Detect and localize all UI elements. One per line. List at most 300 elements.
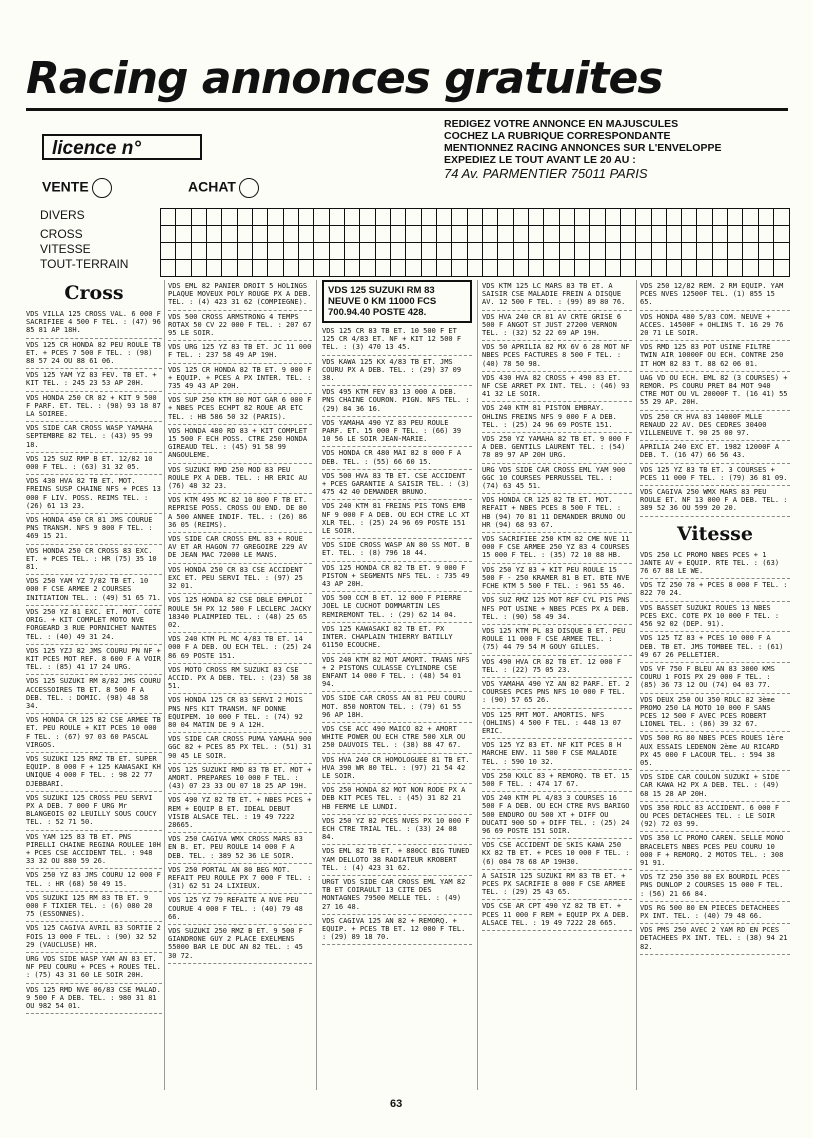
letter-cell[interactable] [482, 226, 497, 243]
letter-cell[interactable] [421, 226, 436, 243]
letter-cell[interactable] [544, 260, 559, 277]
letter-cell[interactable] [620, 226, 635, 243]
classified-ad: VDS KTM 495 MC 82 10 800 F TB ET. REPRISE POSS. CROSS OU END. DE 80 A 500 ANNEE INDIF. TEL. : (26) 86 36 05 (REIMS). [168, 494, 312, 533]
classified-ad: VDS KAWA 125 KX 4/83 TB ET. JMS COURU PX A DEB. TEL. : (29) 37 09 38. [322, 356, 472, 387]
column-divider [164, 280, 165, 1090]
letter-cell[interactable] [237, 243, 252, 260]
classified-ad: URGT VDS SIDE CAR CROSS EML YAM 82 TB ET COIRAULT 13 CITE DES MONTAGNES 79500 MELLE TEL. : (49) 27 16 48. [322, 876, 472, 915]
ad-list [640, 549, 790, 955]
letter-cell[interactable] [666, 226, 681, 243]
letter-cell[interactable] [161, 260, 176, 277]
letter-cell[interactable] [605, 243, 620, 260]
letter-cell[interactable] [682, 226, 697, 243]
classified-ad: VDS CSE AR CPT 490 YZ 82 TB ET. + PCES 11 000 F REM + EQUIP PX A DEB. ALSACE TEL. : 19 49 7222 28 665. [482, 900, 632, 931]
letter-cell[interactable] [436, 243, 451, 260]
letter-cell[interactable] [406, 243, 421, 260]
classified-ad: VDS URG 125 YZ 83 TB ET. JC 11 000 F TEL. : 237 58 49 AP 19H. [168, 341, 312, 363]
letter-cell[interactable] [298, 226, 313, 243]
classified-ad: VDS 240 KTM 81 FREINS PIS TONS EMB NF 9 000 F A DEB. OU ECH CTRE LC XT XLR TEL. : (25) 24 96 69 POSTE 151 LE SOIR. [322, 500, 472, 539]
classified-ad: VDS 430 HVA 82 CROSS + 490 83 ET. NF CSE ARRET PX INT. TEL. : (46) 93 41 32 LE SOIR. [482, 372, 632, 403]
letter-cell[interactable] [544, 209, 559, 226]
letter-cell[interactable] [421, 243, 436, 260]
letter-cell[interactable] [559, 260, 574, 277]
letter-cell[interactable] [176, 226, 191, 243]
classified-ad: VDS HVA 240 CR HOMOLOGUEE 81 TB ET. HVA 390 WR 80 TEL. : (97) 21 54 42 LE SOIR. [322, 754, 472, 785]
title-rule [26, 108, 788, 111]
classified-ad: VDS SIDE CAR COULON SUZUKI + SIDE CAR KAWA H2 PX A DEB. TEL. : (49) 68 15 28 AP 20H. [640, 771, 790, 802]
letter-cell[interactable] [743, 243, 758, 260]
classified-ad: VDS HONDA 250 CR 83 CSE ACCIDENT EXC ET. PEU SERVI TEL. : (97) 25 32 01. [168, 564, 312, 595]
classified-ad: VDS 500 CROSS ARMSTRONG 4 TEMPS ROTAX 50 CV 22 000 F TEL. : 207 67 95 LE SOIR. [168, 311, 312, 342]
letter-cell[interactable] [436, 260, 451, 277]
letter-cell[interactable] [636, 226, 651, 243]
letter-cell[interactable] [176, 209, 191, 226]
letter-cell[interactable] [406, 209, 421, 226]
letter-cell[interactable] [559, 243, 574, 260]
letter-cell[interactable] [513, 260, 528, 277]
classified-ad: VDS BASSET SUZUKI ROUES 13 NBES PCES EXC. COTE PX 10 000 F TEL. : 456 92 02 (DEP. 91). [640, 602, 790, 633]
classified-ad: VDS 495 KTM FEV 83 13 000 A DEB. PNS CHAINE COURON. PIGN. NFS TEL. : (29) 84 36 16. [322, 386, 472, 417]
classified-ad: VDS 125 KAWASAKI 82 TB ET. PX INTER. CHAPLAIN THIERRY BATILLY 61150 ECOUCHE. [322, 623, 472, 654]
classified-ad: VDS CSE ACC 490 MAICO 82 + AMORT WHITE POWER OU ECH CTRE 500 XLR OU 250 DAUVOIS TEL. : (38) 88 47 67. [322, 723, 472, 754]
classified-ad: VDS 490 YZ 82 TB ET. + NBES PCES + REM + EQUIP B ET. IDEAL DEBUT VISIB ALSACE TEL. : 19 49 7222 28665. [168, 794, 312, 833]
letter-cell[interactable] [344, 226, 359, 243]
letter-cell[interactable] [252, 226, 267, 243]
letter-cell[interactable] [636, 209, 651, 226]
letter-cell[interactable] [452, 209, 467, 226]
letter-cell[interactable] [222, 260, 237, 277]
classified-ad: VDS 125 YZ 79 REFAITE A NVE PEU COURUE 4 000 F TEL. : (40) 79 48 66. [168, 894, 312, 925]
letter-cell[interactable] [544, 243, 559, 260]
achat-label: ACHAT [188, 178, 236, 195]
classified-ad: VDS 125 YAM YZ 83 FEV. TB ET. + KIT TEL. : 245 23 53 AP 20H. [26, 369, 162, 391]
letter-cell[interactable] [574, 260, 589, 277]
letter-cell[interactable] [283, 243, 298, 260]
letter-cell[interactable] [605, 260, 620, 277]
instruction-line: MENTIONNEZ RACING ANNONCES SUR L'ENVELOPPE [444, 142, 722, 154]
classified-ad: VDS EML 82 PANIER DROIT 5 HOLINGS PLAQUE MOVEUX POLY ROUGE PX A DEB. TEL. : (4) 423 31 62 (COMPIEGNE). [168, 280, 312, 311]
classified-ad: VDS SIDE CAR CROSS AN 81 PEU COURU MOT. 850 NORTON TEL. : (79) 61 55 96 AP 18H. [322, 692, 472, 723]
classified-ad: VDS HONDA 450 CR 81 JMS COURUE PNS TRANSM. NFS 9 800 F TEL. : 469 15 21. [26, 514, 162, 545]
letter-cell[interactable] [605, 226, 620, 243]
ad-list [322, 325, 472, 945]
classified-ad: VDS 250 LC PROMO NBES PCES + 1 JANTE AV + EQUIP. RTE TEL. : (63) 76 67 88 LE WE. [640, 549, 790, 580]
letter-cell[interactable] [390, 243, 405, 260]
letter-cell[interactable] [620, 243, 635, 260]
classified-ad: VDS HONDA 125 CR 83 SERVI 2 MOIS PNS NFS KIT TRANSM. NF DONNE EQUIPEM. 10 000 F TEL. : (74) 92 80 04 MATIN DE 9 A 12H. [168, 694, 312, 733]
letter-cell[interactable] [758, 243, 773, 260]
instruction-line: EXPEDIEZ LE TOUT AVANT LE 20 AU : [444, 154, 636, 166]
vente-option[interactable] [42, 178, 112, 198]
letter-cell[interactable] [390, 209, 405, 226]
letter-cell[interactable] [728, 209, 743, 226]
classified-ad: VDS CAGIVA 125 AN 82 + REMORQ. + EQUIP. + PCES TB ET. 12 000 F TEL. : (29) 89 18 70. [322, 915, 472, 946]
letter-cell[interactable] [436, 226, 451, 243]
classified-ad: VDS SIDE CROSS WASP AN 80 SS MOT. B ET. TEL. : (8) 796 18 44. [322, 539, 472, 561]
letter-cell[interactable] [222, 209, 237, 226]
letter-cell[interactable] [513, 209, 528, 226]
letter-cell[interactable] [666, 260, 681, 277]
classified-ad: VDS RMD 125 83 POT USINE FILTRE TWIN AIR 10000F OU ECH. CONTRE 250 IT HOM 82 83 T. 88 62 06 01. [640, 341, 790, 372]
classified-ad: UAG VD OU ECH. EML 82 (3 COURSES) + REMOR. PS COURU PRET 84 MOT 940 CTRE MOT OU VL 20000F T. (16 41) 55 55 29 AP. 20H. [640, 372, 790, 411]
classified-ad: VDS TZ 250 350 80 EX BOURDIL PCES PNS DUNLOP 2 COURSES 15 000 F TEL. : (56) 21 66 84. [640, 871, 790, 902]
classified-ad: VDS 250 HONDA 82 MOT NON RODE PX A DEB KIT PCES TEL. : (45) 31 82 21 HB FERME LE LUNDI. [322, 784, 472, 815]
letter-cell[interactable] [620, 209, 635, 226]
letter-cell[interactable] [666, 209, 681, 226]
letter-cell[interactable] [206, 209, 221, 226]
classified-ad: VDS 250 12/82 REM. 2 RM EQUIP. YAM PCES NVES 12500F TEL. (1) 855 15 65. [640, 280, 790, 311]
letter-cell[interactable] [161, 243, 176, 260]
letter-cell[interactable] [436, 209, 451, 226]
letter-cell[interactable] [176, 243, 191, 260]
achat-option[interactable] [188, 178, 259, 198]
letter-cell[interactable] [574, 209, 589, 226]
letter-cell[interactable] [467, 226, 482, 243]
classified-ad: VDS HONDA 480 5/83 COM. NEUVE + ACCES. 14500F + OHLINS T. 16 29 76 20 71 LE SOIR. [640, 311, 790, 342]
letter-cell[interactable] [390, 260, 405, 277]
classified-ad: VDS 125 HONDA CR 82 TB ET. 9 000 F PISTON + SEGMENTS NFS TEL. : 735 49 43 AP 20H. [322, 562, 472, 593]
classified-ad: VDS SUZUKI 125 CROSS PEU SERVI PX A DEB. 7 000 F URG Mr BLANGEOIS 02 LEUILLY SOUS COUCY TEL. : 52 71 50. [26, 792, 162, 831]
letter-cell[interactable] [375, 209, 390, 226]
letter-cell[interactable] [161, 209, 176, 226]
letter-cell[interactable] [329, 226, 344, 243]
classified-ad: VDS 125 SUZUKI RMD 83 TB ET. MOT + AMORT. PREPARES 10 000 F TEL. : (43) 07 23 33 OU 07 18 25 AP 19H. [168, 764, 312, 795]
category-cross[interactable]: CROSS [40, 227, 83, 241]
ads-column-5 [640, 280, 790, 1090]
letter-cell[interactable] [452, 260, 467, 277]
classified-ad: VDS SUZUKI 250 RMZ B ET. 9 500 F GIANDRONE GUY 2 PLACE EXELMENS 55000 BAR LE DUC AN 82 TEL. : 45 30 72. [168, 925, 312, 964]
letter-cell[interactable] [743, 226, 758, 243]
letter-cell[interactable] [467, 260, 482, 277]
letter-cell[interactable] [344, 209, 359, 226]
letter-cell[interactable] [528, 260, 543, 277]
letter-cell[interactable] [360, 226, 375, 243]
letter-cell[interactable] [774, 243, 790, 260]
letter-cell[interactable] [314, 243, 329, 260]
letter-cell[interactable] [390, 226, 405, 243]
classified-ad: VDS 125 CR HONDA 82 PEU ROULE TB ET. + PCES 7 500 F TEL. : (98) 88 57 24 OU 88 61 06. [26, 339, 162, 370]
letter-cell[interactable] [298, 243, 313, 260]
classified-ad: VDS SUZUKI RMD 250 MOD 83 PEU ROULE PX A DEB. TEL. : HR ERIC AU (76) 48 32 23. [168, 464, 312, 495]
letter-cell[interactable] [559, 226, 574, 243]
classified-ad: VDS 250 CR HVA 83 14000F MLLE RENAUD 22 AV. DES CEDRES 30400 VILLENEUVE T. 90 25 00 97. [640, 411, 790, 442]
classified-ad: VDS 250 YZ 83 JMS COURU 12 000 F TEL. : HR (68) 50 49 15. [26, 869, 162, 891]
letter-cell[interactable] [314, 260, 329, 277]
classified-ad: VDS 125 TZ 83 + PCES 10 000 F A DEB. TB ET. JMS TOMBEE TEL. : (61) 49 67 26 PELLETIER. [640, 632, 790, 663]
letter-cell[interactable] [712, 260, 727, 277]
letter-cell[interactable] [421, 260, 436, 277]
classified-ad: VDS 125 CR 83 TB ET. 10 500 F ET 125 CR 4/83 ET. NF + KIT 12 500 F TEL. : (3) 470 13 45. [322, 325, 472, 356]
classified-ad: VDS 125 CAGIVA AVRIL 83 SORTIE 2 FOIS 13 000 F TEL. : (90) 32 52 29 (VAUCLUSE) HR. [26, 922, 162, 953]
classified-ad: VDS HONDA CR 125 82 CSE ARMEE TB ET. PEU ROULE + KIT PCES 10 000 F TEL. : (67) 97 03 60 PASCAL VIRGOS. [26, 714, 162, 753]
classified-ad: VDS 250 YZ YAMAHA 82 TB ET. 9 000 F A DEB. GENTILS LAURENT TEL. : (54) 78 89 97 AP 20H URG. [482, 433, 632, 464]
letter-cell[interactable] [590, 260, 605, 277]
category-divers[interactable]: DIVERS [40, 208, 85, 222]
classified-ad: VDS SUP 250 KTM 80 MOT GAR 6 000 F + NBES PCES ECHPT 82 ROUE AR ETC TEL. : HB 586 50 32 (PARIS). [168, 394, 312, 425]
letter-cell[interactable] [406, 260, 421, 277]
letter-cell[interactable] [774, 209, 790, 226]
letter-cell[interactable] [498, 209, 513, 226]
licence-field[interactable]: licence n° [42, 134, 202, 160]
classified-ad: VDS 125 SUZ RMP B ET. 12/82 10 000 F TEL. : (63) 31 32 05. [26, 453, 162, 475]
letter-cell[interactable] [314, 209, 329, 226]
ad-list [168, 280, 312, 964]
letter-cell[interactable] [728, 243, 743, 260]
letter-cell[interactable] [590, 209, 605, 226]
letter-cell[interactable] [544, 226, 559, 243]
letter-cell[interactable] [743, 260, 758, 277]
classified-ad: VDS 250 YZ 81 EXC. ET. MOT. COTE ORIG. + KIT COMPLET MOTO NVE FORGEARD 3 RUE PORNICHET NANTES TEL. : (40) 49 31 24. [26, 606, 162, 645]
letter-cell[interactable] [682, 243, 697, 260]
letter-cell[interactable] [191, 243, 206, 260]
classified-ad: VDS SIDE CAR CROSS EML 83 + ROUE AV ET AR HAGON 77 GREGOIRE 229 AV DE JEAN MAC 72000 LE MANS. [168, 533, 312, 564]
letter-cell[interactable] [712, 209, 727, 226]
classified-ad: VDS PMS 250 AVEC 2 YAM RD EN PCES DETACHEES PX INT. TEL. : (38) 94 21 82. [640, 924, 790, 955]
classified-ad: VDS EML 82 TB ET. + 880CC BIG TUNED YAM DELLOTO 38 RADIATEUR KROBERT TEL. : (4) 423 31 62. [322, 845, 472, 876]
achat-checkbox[interactable] [239, 178, 259, 198]
classified-ad: VDS 125 RMT MOT. AMORTIS. NFS (OHLINS) 4 500 F TEL. : 448 13 07 ERIC. [482, 709, 632, 740]
letter-cell[interactable] [452, 243, 467, 260]
letter-cell[interactable] [697, 243, 712, 260]
letter-cell[interactable] [498, 243, 513, 260]
letter-cell[interactable] [176, 260, 191, 277]
classified-ad: VDS VILLA 125 CROSS VAL. 6 000 F SACRIFIEE 4 500 F TEL. : (47) 96 85 81 AP 18H. [26, 308, 162, 339]
classified-ad: VDS CAGIVA 250 WMX MARS 83 PEU ROULE ET. NF 13 000 F A DEB. TEL. : 389 52 36 OU 599 20 20. [640, 486, 790, 517]
classified-ad: VDS SUZUKI 125 RM 83 TB ET. 9 000 F TIXIER TEL. : (6) 080 20 75 (ESSONNES). [26, 892, 162, 923]
letter-cell[interactable] [283, 260, 298, 277]
instructions [444, 118, 794, 166]
letter-cell[interactable] [574, 243, 589, 260]
letter-cell[interactable] [360, 209, 375, 226]
letter-cell[interactable] [206, 260, 221, 277]
section-heading-vitesse: Vitesse [677, 522, 753, 545]
classified-ad: VDS 240 KTM PL 4/83 3 COURSES 16 500 F A DEB. OU ECH CTRE RVS BARIGO 500 ENDURO OU 500 XT + DIFF OU DUCATI 900 SD + DIFF TEL. : (25) 24 96 69 POSTE 151 SOIR. [482, 792, 632, 839]
classified-ad: URG VDS SIDE WASP YAM AN 83 ET. NF PEU COURU + PCES + ROUES TEL. : (75) 43 31 60 LE SOIR 20H. [26, 953, 162, 984]
classified-ad: VDS DEUX 250 OU 350 RDLC 82 3ème PROMO 250 LA MOTO 10 000 F SANS PCES 12 500 F AVEC PCES ROBERT LIONEL TEL. : (86) 39 32 67. [640, 694, 790, 733]
page-number: 63 [390, 1098, 403, 1110]
letter-cell[interactable] [252, 209, 267, 226]
letter-cell[interactable] [360, 243, 375, 260]
classified-ad: VDS SIDE CAR CROSS WASP YAMAHA SEPTEMBRE 82 TEL. : (43) 95 99 18. [26, 422, 162, 453]
letter-cell[interactable] [528, 226, 543, 243]
letter-cell[interactable] [574, 226, 589, 243]
classified-ad: VDS 250 YAM YZ 7/82 TB ET. 10 000 F CSE ARMEE 2 COURSES INITIATION TEL. : (49) 51 65 71. [26, 575, 162, 606]
letter-cell[interactable] [222, 226, 237, 243]
letter-cell[interactable] [375, 260, 390, 277]
letter-cell[interactable] [513, 226, 528, 243]
classified-ad: VDS CSE ACCIDENT DE SKIS KAWA 250 KX 82 TB ET. + PCES 10 000 F TEL. : (6) 084 78 68 AP 19H30. [482, 839, 632, 870]
letter-cell[interactable] [406, 226, 421, 243]
classified-ad: VDS 125 RMD NVE 06/83 CSE MALAD. 9 500 F A DEB. TEL. : 980 31 81 OU 982 54 01. [26, 984, 162, 1015]
classified-ad: VDS 500 HVA 83 TB ET. CSE ACCIDENT + PCES GARANTIE A SAISIR TEL. : (3) 475 42 40 DEMANDER BRUNO. [322, 470, 472, 501]
letter-cell[interactable] [206, 243, 221, 260]
letter-cell[interactable] [636, 260, 651, 277]
letter-cell[interactable] [528, 243, 543, 260]
letter-cell[interactable] [482, 209, 497, 226]
letter-cell[interactable] [651, 226, 666, 243]
letter-cell[interactable] [590, 226, 605, 243]
column-divider [316, 280, 317, 1090]
letter-cell[interactable] [314, 226, 329, 243]
letter-cell[interactable] [191, 260, 206, 277]
letter-cell[interactable] [636, 243, 651, 260]
classified-ad: VDS 240 KTM 82 MOT AMORT. TRANS NFS + 2 PISTONS CULASSE CYLINDRE CSE ENFANT 14 000 F TEL. : (48) 54 01 94. [322, 654, 472, 693]
classified-ad: VDS TZ 250 78 + PCES 8 000 F TEL. : 822 70 24. [640, 579, 790, 601]
section-heading-cross: Cross [64, 282, 124, 304]
letter-cell[interactable] [682, 209, 697, 226]
letter-cell[interactable] [298, 209, 313, 226]
classified-ad: VDS 240 KTM 81 PISTON EMBRAY. OHLINS FREINS NFS 9 000 F A DEB. TEL. : (25) 24 96 69 POSTE 151. [482, 402, 632, 433]
classified-ad: VDS 250 YZ 83 + KIT PEU ROULE 15 500 F - 250 KRAMER 81 B ET. BTE NVE FCHE KTM 5 500 F TEL. : 961 55 46. [482, 564, 632, 595]
letter-cell[interactable] [697, 260, 712, 277]
column-divider [477, 280, 478, 1090]
letter-cell[interactable] [590, 243, 605, 260]
letter-cell[interactable] [268, 226, 283, 243]
letter-cell[interactable] [513, 243, 528, 260]
letter-cell[interactable] [774, 226, 790, 243]
vente-label: VENTE [42, 178, 89, 195]
page-title: Racing annonces gratuites [26, 53, 663, 104]
letter-cell[interactable] [421, 209, 436, 226]
letter-cell[interactable] [252, 260, 267, 277]
classified-ad: VDS 250 PORTAL AN 80 BEG MOT. REFAIT PEU ROULE PX 7 000 F TEL. : (31) 62 51 24 LIXIEUX. [168, 864, 312, 895]
letter-cell[interactable] [161, 226, 176, 243]
letter-cell[interactable] [559, 209, 574, 226]
instruction-line: REDIGEZ VOTRE ANNONCE EN MAJUSCULES [444, 118, 679, 130]
classified-ad: A SAISIR 125 SUZUKI RM 83 TB ET. + PCES PX SACRIFIE 8 000 F CSE ARMEE TEL. : (29) 25 43 65. [482, 870, 632, 901]
letter-cell[interactable] [467, 243, 482, 260]
category-tout-terrain[interactable]: TOUT-TERRAIN [40, 257, 129, 271]
classified-ad: VDS SACRIFIEE 250 KTM 82 CME NVE 11 000 F CSE ARMEE 250 YZ 83 4 COURSES 15 000 F TEL. : (35) 72 10 88 HB. [482, 533, 632, 564]
letter-cell[interactable] [498, 226, 513, 243]
classified-ad: VDS SUZ RMZ 125 MOT REF CYL PIS PNS NFS POT USINE + NBES PCES PX A DEB. TEL. : (90) 58 49 34. [482, 594, 632, 625]
classified-ad: VDS 125 CR HONDA 82 TB ET. 9 000 F + EQUIP. + PCES A PX INTER. TEL. : 735 49 43 AP 20H. [168, 364, 312, 395]
classified-ad: VDS YAMAHA 490 YZ 83 PEU ROULE PARF. ET. 15 000 F TEL. : (66) 39 10 56 LE SOIR JEAN-MARIE. [322, 417, 472, 448]
letter-cell[interactable] [651, 260, 666, 277]
letter-cell[interactable] [191, 209, 206, 226]
letter-cell[interactable] [344, 260, 359, 277]
classified-ad: VDS 490 HVA CR 82 TB ET. 12 000 F TEL. : (22) 75 05 23. [482, 656, 632, 678]
classified-ad: VDS 250 YZ 82 PCES NVES PX 10 000 F ECH CTRE TRIAL TEL. : (33) 24 08 84. [322, 815, 472, 846]
classified-ad: VDS HONDA 480 RD 83 + KIT COMPLET 15 500 F ECH POSS. CTRE 250 HONDA GIREAUD TEL. : (45) 91 58 99 ANGOULEME. [168, 425, 312, 464]
ad-list [482, 280, 632, 931]
classified-ad: VDS YAM 125 83 TB ET. PNS PIRELLI CHAINE REGINA ROULEE 10H + PCES CSE ACCIDENT TEL. : 948 33 32 OU 880 59 26. [26, 831, 162, 870]
classified-ad: VDS 125 YZ 83 ET. NF KIT PCES 8 H MARCHE ENV. 11 500 F CSE MALADIE TEL. : 590 10 32. [482, 739, 632, 770]
letter-cell[interactable] [620, 260, 635, 277]
vente-checkbox[interactable] [92, 178, 112, 198]
classified-ad: VDS 250 CAGIVA WMX CROSS MARS 83 EN B. ET. PEU ROULE 14 000 F A DEB. TEL. : 389 52 36 LE SOIR. [168, 833, 312, 864]
letter-cell[interactable] [452, 226, 467, 243]
letter-cell[interactable] [498, 260, 513, 277]
ad-list [640, 280, 790, 517]
classified-ad: VDS HVA 240 CR 81 AV CRTE GRISE 6 500 F ANGOT ST JUST 27200 VERNON TEL. : (32) 52 22 69 AP 19H. [482, 311, 632, 342]
letter-cell[interactable] [237, 209, 252, 226]
ad-list [26, 308, 162, 1014]
letter-cell[interactable] [605, 209, 620, 226]
letter-cell[interactable] [283, 226, 298, 243]
letter-cell[interactable] [467, 209, 482, 226]
classified-ad: URG VDS SIDE CAR CROSS EML YAM 900 GGC 10 COURSES PERRUSSEL TEL. : (74) 63 45 51. [482, 464, 632, 495]
letter-cell[interactable] [283, 209, 298, 226]
ads-column-2 [168, 280, 312, 1090]
classified-ad: VDS KTM 125 LC MARS 83 TB ET. A SAISIR CSE MALADIE FREIN A DISQUE AV. 12 500 F TEL. : (99) 89 80 76. [482, 280, 632, 311]
classified-ad: VDS HONDA 250 CR 82 + KIT 9 500 F PARF. ET. TEL. : (98) 93 18 87 LA SOIREE. [26, 392, 162, 423]
letter-cell[interactable] [360, 260, 375, 277]
letter-cell[interactable] [482, 243, 497, 260]
letter-cell[interactable] [252, 243, 267, 260]
classified-ad: VDS HONDA CR 480 MAI 82 8 000 F A DEB. TEL. : (55) 66 60 15. [322, 447, 472, 469]
letter-cell[interactable] [758, 260, 773, 277]
letter-cell[interactable] [651, 209, 666, 226]
letter-grid[interactable] [160, 208, 790, 277]
letter-cell[interactable] [329, 209, 344, 226]
category-vitesse[interactable]: VITESSE [40, 242, 91, 256]
letter-cell[interactable] [268, 243, 283, 260]
letter-cell[interactable] [712, 226, 727, 243]
ads-column-4 [482, 280, 632, 1090]
letter-cell[interactable] [298, 260, 313, 277]
letter-cell[interactable] [758, 226, 773, 243]
classified-ad: VDS SUZUKI 125 RMZ TB ET. SUPER EQUIP. 8 000 F + 125 KAWASAKI KH UNIQUE 4 000 F TEL. : 98 22 77 DJEBBARI. [26, 753, 162, 792]
letter-cell[interactable] [697, 209, 712, 226]
classified-ad: VDS 500 RG 80 NBES PCES ROUES 1ère AUX ESSAIS LEDENON 2ème AU RICARD PX 45 000 F LACOUR TEL. : 594 38 05. [640, 732, 790, 771]
letter-cell[interactable] [375, 243, 390, 260]
letter-cell[interactable] [697, 226, 712, 243]
letter-cell[interactable] [222, 243, 237, 260]
ads-column-3 [322, 280, 472, 1090]
classified-ad: VDS RG 500 80 EN PIECES DETACHEES PX INT. TEL. : (40) 79 48 66. [640, 902, 790, 924]
featured-ad: VDS 125 SUZUKI RM 83 NEUVE 0 KM 11000 FCS 700.94.40 POSTE 428. [322, 280, 472, 323]
instruction-line: COCHEZ LA RUBRIQUE CORRESPONDANTE [444, 130, 671, 142]
classified-ad: VDS MOTO CROSS RM SUZUKI 83 CSE ACCID. PX A DEB. TEL. : (23) 58 38 51. [168, 664, 312, 695]
classified-ad: VDS 350 LC PROMO CAREN. SELLE MONO BRACELETS NBES PCES PEU COURU 10 000 F + REMORQ. 2 MOTOS TEL. : 308 91 91. [640, 832, 790, 871]
classified-ad: VDS YAMAHA 490 YZ AN 82 PARF. ET. 2 COURSES PCES PNS NFS 10 000 F TEL. : (90) 57 65 26. [482, 678, 632, 709]
letter-cell[interactable] [482, 260, 497, 277]
classified-ad: VDS 125 KTM PL 83 DISQUE B ET. PEU ROULE 11 000 F CSE ARMEE TEL. : (75) 44 79 54 M GOUY GILLES. [482, 625, 632, 656]
letter-cell[interactable] [329, 243, 344, 260]
classified-ad: VDS 250 KXLC 83 + REMORQ. TB ET. 15 500 F TEL. : 474 17 67. [482, 770, 632, 792]
letter-cell[interactable] [375, 226, 390, 243]
letter-cell[interactable] [774, 260, 790, 277]
classified-ad: VDS SIDE CAR CROSS PUMA YAMAHA 900 GGC 82 + PCES 85 PX TEL. : (51) 31 90 45 LE SOIR. [168, 733, 312, 764]
classified-ad: VDS VF 750 F BLEU AN 83 3000 KMS COURU 1 FOIS PX 29 000 F TEL. : (85) 36 73 12 OU (74) 04 03 77. [640, 663, 790, 694]
letter-cell[interactable] [728, 260, 743, 277]
letter-cell[interactable] [268, 209, 283, 226]
ads-column-1 [26, 280, 162, 1090]
letter-cell[interactable] [237, 260, 252, 277]
letter-cell[interactable] [344, 243, 359, 260]
column-divider [636, 280, 637, 1090]
classified-ad: VDS 240 KTM PL MC 4/83 TB ET. 14 000 F A DEB. OU ECH TEL. : (25) 24 86 69 POSTE 151. [168, 633, 312, 664]
letter-cell[interactable] [528, 209, 543, 226]
classified-ad: VDS 125 SUZUKI RM 8/82 JMS COURU ACCESSOIRES TB ET. 8 500 F A DEB. TEL. : DOMIC. (98) 48 58 34. [26, 675, 162, 714]
category-list [40, 208, 128, 272]
letter-cell[interactable] [682, 260, 697, 277]
letter-cell[interactable] [712, 243, 727, 260]
classified-ad: VDS 500 CCM B ET. 12 000 F PIERRE JOEL LE CUCHOT DOMMARTIN LES REMIREMONT TEL. : (29) 62 14 04. [322, 592, 472, 623]
letter-cell[interactable] [206, 226, 221, 243]
letter-cell[interactable] [237, 226, 252, 243]
letter-cell[interactable] [728, 226, 743, 243]
letter-cell[interactable] [651, 243, 666, 260]
letter-cell[interactable] [758, 209, 773, 226]
letter-cell[interactable] [329, 260, 344, 277]
letter-cell[interactable] [743, 209, 758, 226]
letter-cell[interactable] [666, 243, 681, 260]
letter-cell[interactable] [191, 226, 206, 243]
classified-ad: VDS HONDA CR 125 82 TB ET. MOT. REFAIT + NBES PCES 8 500 F TEL. : HB (94) 70 81 11 DEMANDER BRUNO OU HR (94) 68 93 67. [482, 494, 632, 533]
letter-cell[interactable] [268, 260, 283, 277]
